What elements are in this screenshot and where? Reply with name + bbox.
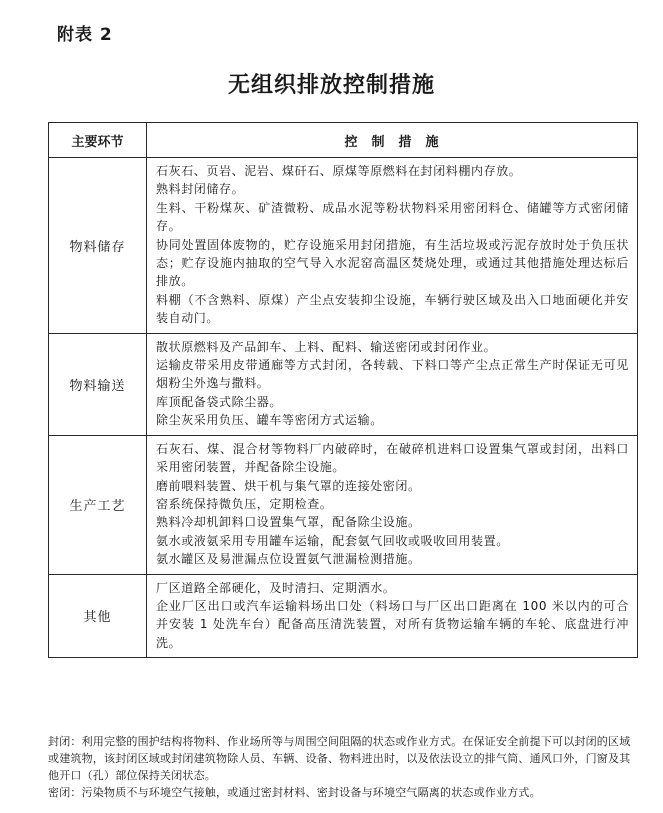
measures-cell xyxy=(147,574,638,658)
appendix-label: 附表 2 xyxy=(57,25,113,45)
measure-line: 企业厂区出口或汽车运输料场出口处（料场口与厂区出口距离在 100 米以内的可合并安装 1 处洗车台）配备高压清洗装置，对所有货物运输车辆的车轮、底盘进行冲洗。 xyxy=(156,598,629,650)
stage-cell: 生产工艺 xyxy=(49,435,147,574)
footnote-enclosed: 封闭：利用完整的围护结构将物料、作业场所等与周围空间阻隔的状态或作业方式。在保证安全前提下可以封闭的区域或建筑物，该封闭区域或封闭建筑物除人员、车辆、设备、物料进出时，以及依法设立的排气筒、通风口外，门窗及其他开口（孔）部位保持关闭状态。 xyxy=(48,735,631,782)
measure-line: 熟料冷却机卸料口设置集气罩，配备除尘设施。 xyxy=(156,515,421,530)
measure-line: 生料、干粉煤灰、矿渣微粉、成品水泥等粉状物料采用密闭料仓、储罐等方式密闭储存。 xyxy=(156,200,629,234)
measure-line: 熟料封闭储存。 xyxy=(156,182,245,197)
measure-line: 磨前喂料装置、烘干机与集气罩的连接处密闭。 xyxy=(156,478,421,493)
measure-line: 除尘灰采用负压、罐车等密闭方式运输。 xyxy=(156,413,383,428)
stage-cell: 物料输送 xyxy=(49,333,147,435)
footnotes xyxy=(48,733,638,801)
table-row-process xyxy=(49,435,638,574)
measure-line: 氨水或液氨采用专用罐车运输，配套氨气回收或吸收回用装置。 xyxy=(156,533,509,548)
measures-cell xyxy=(147,158,638,334)
measures-cell xyxy=(147,435,638,574)
control-measures-table xyxy=(48,122,638,658)
header-measures: 控制措施 xyxy=(147,123,638,158)
table-row-conveying xyxy=(49,333,638,435)
measure-line: 窑系统保持微负压，定期检查。 xyxy=(156,496,333,511)
footnote-sealed: 密闭：污染物质不与环境空气接触，或通过密封材料、密封设备与环境空气隔离的状态或作业方式。 xyxy=(48,786,541,799)
document-title: 无组织排放控制措施 xyxy=(227,73,435,98)
table-row-other xyxy=(49,574,638,658)
measure-line: 库顶配备袋式除尘器。 xyxy=(156,394,283,409)
measure-line: 厂区道路全部硬化，及时清扫、定期洒水。 xyxy=(156,580,396,595)
measure-line: 料棚（不含熟料、原煤）产尘点安装抑尘设施，车辆行驶区域及出入口地面硬化并安装自动门。 xyxy=(156,292,629,326)
measure-line: 氨水罐区及易泄漏点位设置氨气泄漏检测措施。 xyxy=(156,552,421,567)
stage-cell: 其他 xyxy=(49,574,147,658)
stage-cell: 物料储存 xyxy=(49,158,147,334)
table-row-storage xyxy=(49,158,638,334)
measures-cell xyxy=(147,333,638,435)
table-header-row xyxy=(49,123,638,158)
measure-line: 运输皮带采用皮带通廊等方式封闭，各转载、下料口等产尘点正常生产时保证无可见烟粉尘外逸与撒料。 xyxy=(156,358,629,391)
measure-line: 散状原燃料及产品卸车、上料、配料、输送密闭或封闭作业。 xyxy=(156,339,497,354)
header-stage: 主要环节 xyxy=(49,123,147,158)
measure-line: 协同处置固体废物的，贮存设施采用封闭措施，有生活垃圾或污泥存放时处于负压状态；贮存设施内抽取的空气导入水泥窑高温区焚烧处理，或通过其他措施处理达标后排放。 xyxy=(156,237,629,289)
measure-line: 石灰石、煤、混合材等物料厂内破碎时，在破碎机进料口设置集气罩或封闭，出料口采用密闭装置，并配备除尘设施。 xyxy=(156,441,629,475)
measure-line: 石灰石、页岩、泥岩、煤矸石、原煤等原燃料在封闭料棚内存放。 xyxy=(156,164,522,178)
